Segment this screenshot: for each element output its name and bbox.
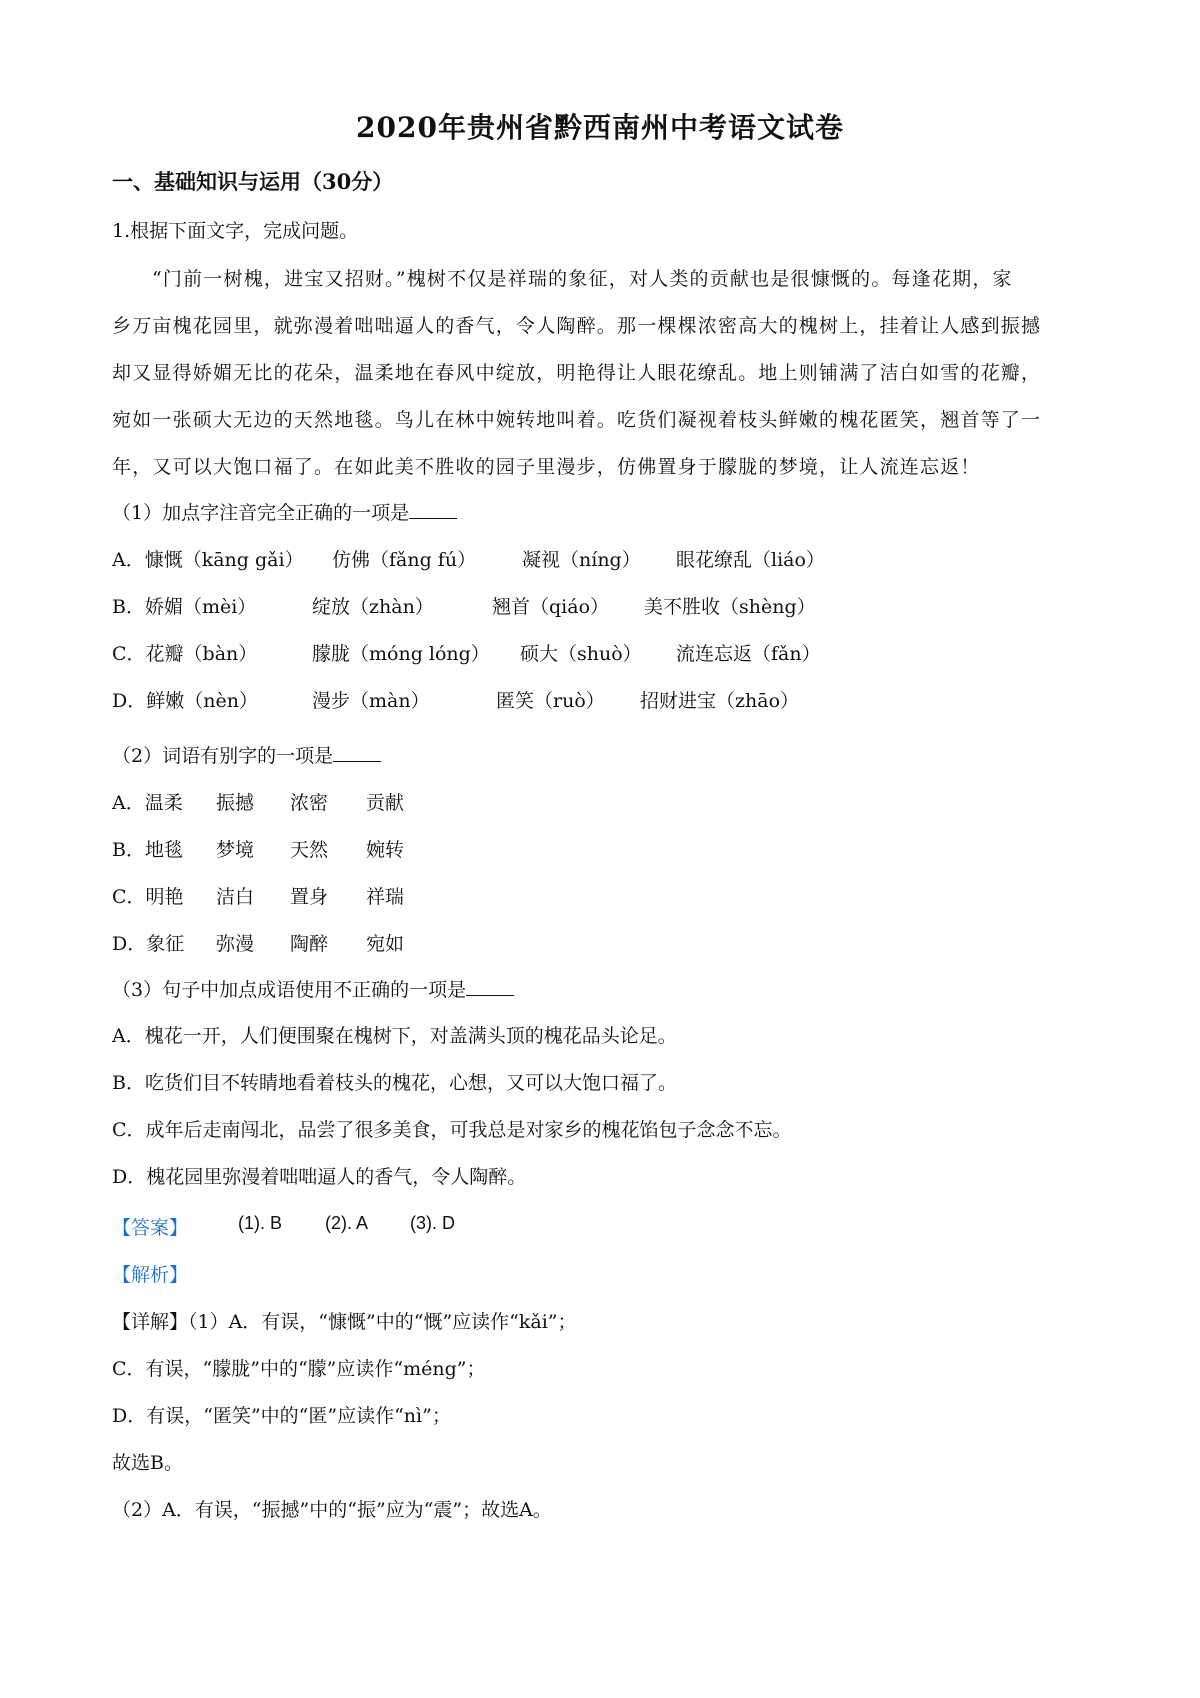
option-3A: A．槐花一开，人们便围聚在槐树下，对盖满头顶的槐花品头论足。	[112, 1025, 677, 1047]
option-2D-3: 陶醉	[290, 933, 329, 955]
answer-blank	[409, 500, 457, 519]
answer-3: (3). D	[410, 1213, 455, 1233]
option-1C-1: C．花瓣（bàn）	[112, 643, 258, 665]
option-2B-2: 梦境	[216, 839, 255, 861]
option-2C-2: 洁白	[216, 886, 255, 908]
answer-2: (2). A	[325, 1213, 369, 1233]
option-1D-1: D．鲜嫩（nèn）	[112, 690, 258, 712]
passage-line: 却又显得娇媚无比的花朵，温柔地在春风中绽放，明艳得让人眼花缭乱。地上则铺满了洁白如雪的花瓣，	[112, 362, 1042, 384]
page-title: 2020年贵州省黔西南州中考语文试卷	[356, 111, 844, 144]
option-2D-4: 宛如	[366, 933, 405, 955]
analysis-line: 【详解】（1）A．有误，“慷慨”中的“慨”应读作“kǎi”；	[112, 1311, 577, 1333]
option-2C-4: 祥瑞	[366, 886, 405, 908]
passage-line: 宛如一张硕大无边的天然地毯。鸟儿在林中婉转地叫着。吃货们凝视着枝头鲜嫩的槐花匿笑，翘首等了一	[112, 409, 1042, 431]
answer-blank	[333, 743, 381, 762]
analysis-label: 【解析】	[112, 1264, 189, 1286]
answer-label: 【答案】	[112, 1217, 189, 1239]
option-1A-4: 眼花缭乱（liáo）	[676, 549, 825, 571]
option-1A-2: 仿佛（fǎng fú）	[332, 549, 477, 571]
option-1C-4: 流连忘返（fǎn）	[676, 643, 821, 665]
option-1D-4: 招财进宝（zhāo）	[640, 690, 800, 712]
question-stem: 1.根据下面文字，完成问题。	[112, 220, 359, 242]
option-2A-4: 贡献	[366, 792, 405, 814]
passage-line: 年，又可以大饱口福了。在如此美不胜收的园子里漫步，仿佛置身于朦胧的梦境，让人流连忘返！	[112, 456, 981, 478]
option-2C-3: 置身	[290, 886, 329, 908]
option-1A-1: A．慷慨（kāng gǎi）	[112, 549, 304, 571]
answer-1: (1). B	[238, 1213, 283, 1233]
sub-question-3-text: （3）句子中加点成语使用不正确的一项是	[112, 979, 467, 1001]
passage-line: “门前一树槐，进宝又招财。”槐树不仅是祥瑞的象征，对人类的贡献也是很慷慨的。每逢花期，家	[152, 268, 1013, 290]
option-2D-1: D．象征	[112, 933, 185, 955]
sub-question-2	[112, 741, 381, 768]
option-1B-2: 绽放（zhàn）	[312, 596, 434, 618]
option-3C: C．成年后走南闯北，品尝了很多美食，可我总是对家乡的槐花馅包子念念不忘。	[112, 1119, 792, 1141]
section-heading: 一、基础知识与运用（30分）	[112, 169, 394, 194]
option-2B-3: 天然	[290, 839, 329, 861]
sub-question-1	[112, 498, 457, 525]
analysis-line: C．有误，“朦胧”中的“朦”应读作“méng”；	[112, 1358, 486, 1380]
option-1B-3: 翘首（qiáo）	[492, 596, 610, 618]
option-2B-1: B．地毯	[112, 839, 183, 861]
option-1A-3: 凝视（níng）	[522, 549, 641, 571]
sub-question-2-text: （2）词语有别字的一项是	[112, 745, 334, 767]
option-1C-2: 朦胧（móng lóng）	[312, 643, 490, 665]
option-2C-1: C．明艳	[112, 886, 184, 908]
analysis-line: （2）A．有误，“振撼”中的“振”应为“震”；故选A。	[112, 1499, 552, 1521]
option-1C-3: 硕大（shuò）	[520, 643, 642, 665]
option-2A-3: 浓密	[290, 792, 329, 814]
option-2B-4: 婉转	[366, 839, 405, 861]
analysis-line: 故选B。	[112, 1452, 183, 1474]
option-1B-1: B．娇媚（mèi）	[112, 596, 257, 618]
option-1B-4: 美不胜收（shèng）	[644, 596, 816, 618]
option-2A-2: 振撼	[216, 792, 255, 814]
sub-question-1-text: （1）加点字注音完全正确的一项是	[112, 502, 410, 524]
analysis-line: D．有误，“匿笑”中的“匿”应读作“nì”；	[112, 1405, 451, 1427]
option-2D-2: 弥漫	[216, 933, 255, 955]
option-2A-1: A．温柔	[112, 792, 183, 814]
option-1D-3: 匿笑（ruò）	[496, 690, 605, 712]
passage-line: 乡万亩槐花园里，就弥漫着咄咄逼人的香气，令人陶醉。那一棵棵浓密高大的槐树上，挂着让人感到振撼	[112, 315, 1042, 337]
sub-question-3	[112, 975, 514, 1002]
option-3D: D．槐花园里弥漫着咄咄逼人的香气，令人陶醉。	[112, 1166, 527, 1188]
answer-blank	[466, 977, 514, 996]
option-1D-2: 漫步（màn）	[312, 690, 430, 712]
option-3B: B．吃货们目不转睛地看着枝头的槐花，心想，又可以大饱口福了。	[112, 1072, 677, 1094]
